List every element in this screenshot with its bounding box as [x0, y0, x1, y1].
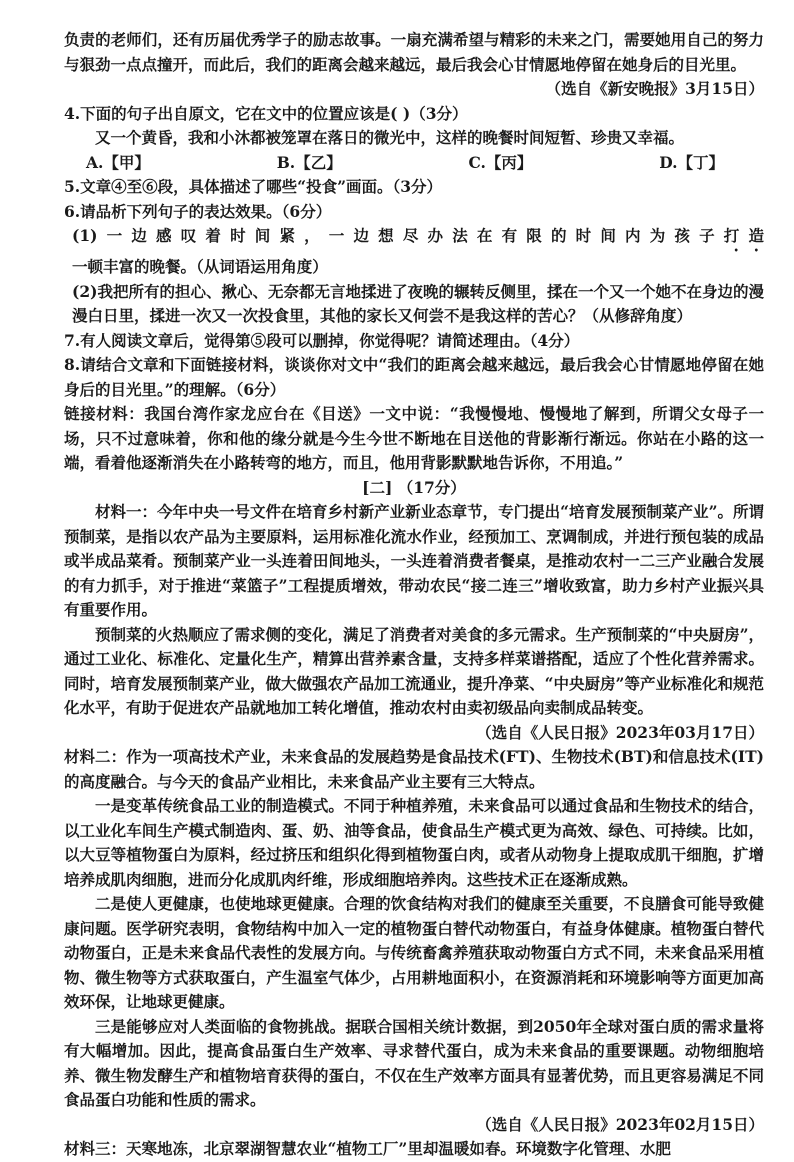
material-1-source: （选自《人民日报》2023年03月17日）: [476, 722, 764, 742]
question-8-stem: 8.请结合文章和下面链接材料，谈谈你对文中“我们的距离会越来越远，最后我会心甘情愿地停留在她身后的目光里。”的理解。（6分）: [64, 355, 764, 399]
material-2-para-4: 三是能够应对人类面临的食物挑战。据联合国相关统计数据，到2050年全球对蛋白质的需求量将有大幅增加。因此，提高食品蛋白生产效率、寻求替代蛋白，成为未来食品的重要课题。动物细胞培养、微生物发酵生产和植物培育获得的蛋白，不仅在生产效率方面具有显著优势，而且更容易满足不同食品蛋白功能和性质的需求。: [64, 1016, 764, 1109]
question-4-sentence: 又一个黄昏，我和小沐都被笼罩在落日的微光中，这样的晚餐时间短暂、珍贵又幸福。: [95, 128, 685, 147]
material-1-para-2: 预制菜的火热顺应了需求侧的变化，满足了消费者对美食的多元需求。生产预制菜的“中央厨房”，通过工业化、标准化、定量化生产，精算出营养素含量，支持多样菜谱搭配，适应了个性化营养需求。同时，培育发展预制菜产业，做大做强农产品加工流通业，提升净菜、“中央厨房”等产业标准化和规范化水平，有助于促进农产品就地加工转化增值，推动农村由卖初级品向卖制成品转变。: [64, 624, 764, 717]
section-2-heading: [二] （17分）: [362, 477, 466, 497]
question-5: 5.文章④至⑥段，具体描述了哪些“投食”画面。（3分）: [64, 177, 443, 196]
q6-item1-part-b: 一顿丰富的晚餐。（从词语运用角度）: [72, 257, 328, 276]
passage-ending: 负责的老师们，还有历届优秀学子的励志故事。一扇充满希望与精彩的未来之门，需要她用自己的努力与狠劲一点点撞开，而此后，我们的距离会越来越远，最后我会心甘情愿地停留在她身后的目光里。: [64, 30, 764, 74]
material-2-para-1: 材料二：作为一项高技术产业，未来食品的发展趋势是食品技术(FT)、生物技术(BT)和信息技术(IT)的高度融合。与今天的食品产业相比，未来食品产业主要有三大特点。: [64, 747, 764, 791]
option-c: C.【丙】: [468, 152, 533, 172]
question-6-item-2: (2)我把所有的担心、揪心、无奈都无言地揉进了夜晚的辗转反侧里，揉在一个又一个她不在身边的漫漫白日里，揉进一次又一次投食里，其他的家长又何尝不是我这样的苦心？（从修辞角度）: [72, 281, 764, 325]
material-2-para-2: 一是变革传统食品工业的制造模式。不同于种植养殖，未来食品可以通过食品和生物技术的结合，以工业化车间生产模式制造肉、蛋、奶、油等食品，使食品生产模式更为高效、绿色、可持续。比如，以大豆等植物蛋白为原料，经过挤压和组织化得到植物蛋白肉，或者从动物身上提取成肌干细胞，扩增培养成肌肉细胞，进而分化成肌肉纤维，形成细胞培养肉。这些技术正在逐渐成熟。: [64, 796, 764, 889]
option-d: D.【丁】: [659, 152, 724, 172]
option-b: B.【乙】: [276, 152, 342, 172]
material-2-source: （选自《人民日报》2023年02月15日）: [476, 1114, 764, 1134]
option-a: A.【甲】: [86, 152, 150, 172]
question-6-item-1: [64, 224, 764, 280]
question-8-link-material: 链接材料：我国台湾作家龙应台在《目送》一文中说：“我慢慢地、慢慢地了解到，所谓父女母子一场，只不过意味着，你和他的缘分就是今生今世不断地在目送他的背影渐行渐远。你站在小路的这一端，看着他逐渐消失在小路转弯的地方，而且，他用背影默默地告诉你，不用追。”: [64, 404, 764, 472]
material-3-para-1: 材料三：天寒地冻，北京翠湖智慧农业“植物工厂”里却温暖如春。环境数字化管理、水肥: [64, 1139, 671, 1158]
q6-item1-emphasis: 打造: [723, 226, 764, 245]
question-6-stem: 6.请品析下列句子的表达效果。（6分）: [64, 201, 332, 221]
q6-item1-part-a: (1)一边感叹着时间紧，一边想尽办法在有限的时间内为孩子: [72, 226, 724, 245]
source-citation: （选自《新安晚报》3月15日）: [545, 79, 764, 98]
question-4-stem: 4.下面的句子出自原文，它在文中的位置应该是( )（3分）: [64, 103, 468, 123]
material-2-para-3: 二是使人更健康，也使地球更健康。合理的饮食结构对我们的健康至关重要，不良膳食可能导致健康问题。医学研究表明，食物结构中加入一定的植物蛋白替代动物蛋白，有益身体健康。植物蛋白替代动物蛋白，正是未来食品代表性的发展方向。与传统畜禽养殖获取动物蛋白方式不同，未来食品采用植物、微生物等方式获取蛋白，产生温室气体少，占用耕地面积小，在资源消耗和环境影响等方面更加高效环保，让地球更健康。: [64, 894, 764, 1011]
material-1-para-1: 材料一：今年中央一号文件在培育乡村新产业新业态章节，专门提出“培育发展预制菜产业”。所谓预制菜，是指以农产品为主要原料，运用标准化流水作业，经预加工、烹调制成，并进行预包装的成品或半成品菜肴。预制菜产业一头连着田间地头，一头连着消费者餐桌，是推动农村一二三产业融合发展的有力抓手，对于推进“菜篮子”工程提质增效，带动农民“接二连三”增收致富，助力乡村产业振兴具有重要作用。: [64, 502, 764, 619]
question-7: 7.有人阅读文章后，觉得第⑤段可以删掉，你觉得呢？请简述理由。（4分）: [64, 330, 580, 350]
question-4-options: [64, 151, 764, 176]
